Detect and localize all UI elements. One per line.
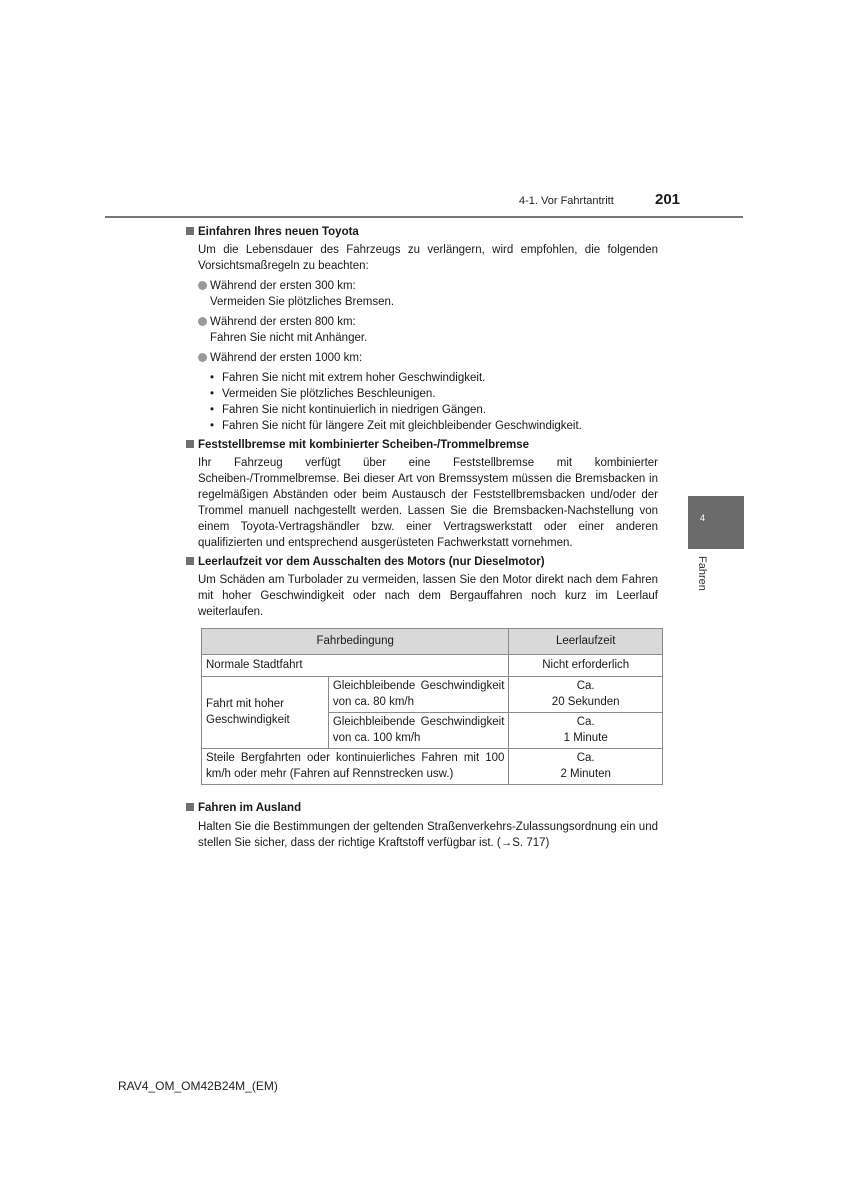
time-value: 20 Sekunden [551,695,620,708]
table-cell: Steile Bergfahrten oder kontinuierliches Fahren mit 100 km/h oder mehr (Fahren auf Rennstrecken usw.) [202,749,509,785]
section-title: 4-1. Vor Fahrtantritt [519,195,614,207]
heading-einfahren-text: Einfahren Ihres neuen Toyota [198,226,359,238]
table-header-cell: Leerlaufzeit [509,629,663,655]
table-row [202,655,663,677]
time-prefix: Ca. [576,716,595,728]
table-cell: Fahrt mit hoher Geschwindigkeit [202,677,329,749]
table-cell [509,677,663,713]
ausland-text: Halten Sie die Bestimmungen der geltenden Straßenverkehrs-Zulassungsordnung ein und stellen Sie sicher, dass der richtige Kraftstoff verfügbar ist. (→S. 717) [198,821,658,849]
square-bullet-icon [186,440,194,448]
chapter-tab-number: 4 [700,513,706,523]
heading-ausland [186,800,301,816]
table-row [202,677,663,713]
table-row [202,749,663,785]
heading-ausland-text: Fahren im Ausland [198,802,302,814]
einfahren-intro: Um die Lebensdauer des Fahrzeugs zu verlängern, wird empfohlen, die folgenden Vorsichtsmaßregeln zu beachten: [198,244,658,272]
heading-feststellbremse [186,437,529,453]
km300-block [198,278,394,310]
time-value: 2 Minuten [560,767,611,780]
circle-bullet-icon [198,281,207,290]
list-item: • Fahren Sie nicht kontinuierlich in niedrigen Gängen. [210,402,582,418]
km1000-block [198,350,362,366]
heading-feststellbremse-text: Feststellbremse mit kombinierter Scheiben-/Trommelbremse [198,439,530,451]
time-prefix: Ca. [576,752,595,764]
km800-block [198,314,367,346]
time-prefix: Ca. [576,680,595,692]
heading-leerlauf-text: Leerlaufzeit vor dem Ausschalten des Motors (nur Dieselmotor) [198,556,545,568]
table-header-row [202,629,663,655]
km1000-list [210,370,582,434]
page-number: 201 [655,191,681,208]
km300-text: Vermeiden Sie plötzliches Bremsen. [210,296,395,308]
feststellbremse-text: Ihr Fahrzeug verfügt über eine Feststellbremse mit kombinierter Scheiben-/Trommelbremse. Bei dieser Art von Bremssystem müssen die Bremsbacken in regelmäßigen Abständen oder beim Austausch der Feststellbremsbacken und/oder der Trommel manuell nachgestellt werden. Lassen Sie die Bremsbacken-Nachstellung von einem Toyota-Vertragshändler bzw. einer Vertragswerkstatt oder einer anderen qualifizierten und entsprechend ausgerüsteten Fachwerkstatt vornehmen. [198,457,658,549]
heading-einfahren [186,224,359,240]
km800-title: Während der ersten 800 km: [210,316,356,328]
table-cell: Nicht erforderlich [509,655,663,677]
square-bullet-icon [186,803,194,811]
leerlauf-text: Um Schäden am Turbolader zu vermeiden, lassen Sie den Motor direkt nach dem Fahren mit hoher Geschwindigkeit oder nach dem Bergauffahren noch kurz im Leerlauf weiterlaufen. [198,574,658,618]
chapter-tab-label: Fahren [696,556,708,591]
heading-leerlauf [186,554,545,570]
km800-text: Fahren Sie nicht mit Anhänger. [210,332,368,344]
km1000-title: Während der ersten 1000 km: [210,352,363,364]
time-value: 1 Minute [563,731,608,744]
square-bullet-icon [186,557,194,565]
list-item: • Vermeiden Sie plötzliches Beschleunigen. [210,386,582,402]
table-cell: Gleichbleibende Geschwindigkeit von ca. 100 km/h [328,713,509,749]
chapter-tab[interactable] [688,496,744,549]
table-cell [509,713,663,749]
header-divider [105,216,743,218]
list-item: • Fahren Sie nicht mit extrem hoher Geschwindigkeit. [210,370,582,386]
km300-title: Während der ersten 300 km: [210,280,356,292]
table-cell: Normale Stadtfahrt [202,655,509,677]
list-item: • Fahren Sie nicht für längere Zeit mit gleichbleibender Geschwindigkeit. [210,418,582,434]
document-code: RAV4_OM_OM42B24M_(EM) [118,1079,278,1093]
square-bullet-icon [186,227,194,235]
idle-time-table [201,628,663,785]
circle-bullet-icon [198,353,207,362]
table-header-cell: Fahrbedingung [202,629,509,655]
circle-bullet-icon [198,317,207,326]
table-cell [509,749,663,785]
table-cell: Gleichbleibende Geschwindigkeit von ca. 80 km/h [328,677,509,713]
